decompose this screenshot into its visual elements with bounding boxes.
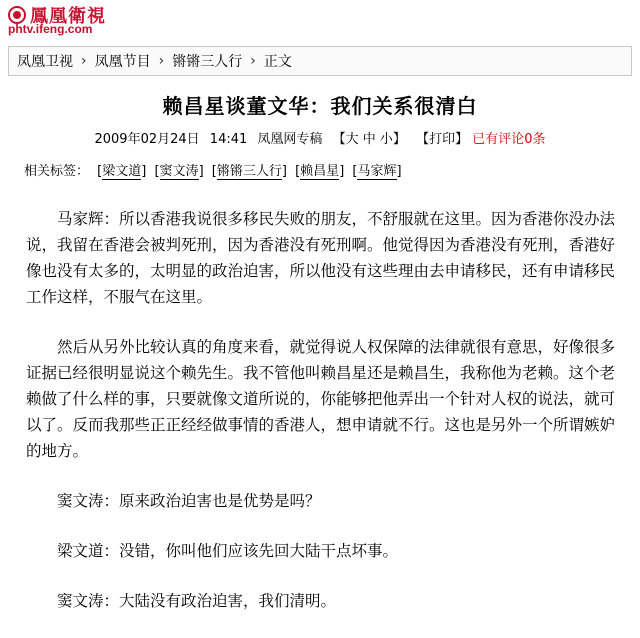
font-size-medium-button[interactable]: 中 [362, 132, 376, 147]
tag-link[interactable]: [马家辉] [352, 164, 402, 179]
article-source: 凤凰网专稿 [257, 132, 323, 147]
article-meta [0, 128, 640, 147]
article-paragraph: 然后从另外比较认真的角度来看，就觉得说人权保障的法律就很有意思，好像很多证据已经很明显说这个赖先生。我不管他叫赖昌星还是赖昌生，我称他为老赖。这个老赖做了什么样的事，只要就像文道所说的，你能够把他弄出一个针对人权的说法，就可以了。反而我那些正正经经做事情的香港人，想申请就不行。这也是另外一个所谓嫉妒的地方。 [26, 338, 616, 460]
breadcrumb-item-phoenix-tv[interactable]: 凤凰卫视 [17, 54, 73, 70]
tag-link[interactable]: [窦文涛] [154, 164, 204, 179]
tag-link[interactable]: [锵锵三人行] [211, 164, 287, 179]
tag-link[interactable]: [赖昌星] [295, 164, 345, 179]
article-paragraph: 马家辉：所以香港我说很多移民失败的朋友，不舒服就在这里。因为香港你没办法说，我留在香港会被判死刑，因为香港没有死刑啊。他觉得因为香港没有死刑，香港好像也没有太多的，太明显的政治迫害，所以他没有这些理由去申请移民，还有申请移民工作这样，不服气在这里。 [26, 210, 616, 306]
font-size-bracket-close: 】 [392, 132, 406, 147]
article-paragraph: 梁文道：没错，你叫他们应该先回大陆干点坏事。 [57, 542, 399, 560]
logo-url[interactable]: phtv.ifeng.com [8, 22, 93, 36]
font-size-large-button[interactable]: 大 [345, 132, 359, 147]
comments-link[interactable]: 已有评论0条 [472, 132, 546, 147]
article-body [26, 206, 618, 638]
breadcrumb-separator: › [81, 53, 87, 69]
site-header [0, 0, 640, 38]
breadcrumb [8, 46, 632, 76]
tag-link[interactable]: [梁文道] [97, 164, 147, 179]
logo-name: 鳳凰衛視 [30, 6, 106, 27]
article-title: 赖昌星谈董文华：我们关系很清白 [162, 94, 478, 118]
publish-time: 14:41 [209, 132, 248, 147]
article-paragraph: 窦文涛：大陆没有政治迫害，我们清明。 [57, 592, 337, 610]
related-tags [24, 160, 402, 179]
breadcrumb-item-programs[interactable]: 凤凰节目 [94, 54, 151, 70]
breadcrumb-item-current: 正文 [263, 54, 292, 70]
print-button[interactable]: 【打印】 [416, 132, 469, 147]
breadcrumb-item-show[interactable]: 锵锵三人行 [172, 54, 243, 70]
tags-label: 相关标签： [24, 164, 90, 179]
breadcrumb-separator: › [250, 53, 256, 69]
font-size-small-button[interactable]: 小 [379, 132, 393, 147]
article-paragraph: 窦文涛：原来政治迫害也是优势是吗？ [57, 492, 321, 510]
breadcrumb-separator: › [158, 53, 165, 69]
font-size-bracket-open: 【 [332, 132, 346, 147]
publish-date: 2009年02月24日 [94, 132, 200, 147]
font-size-controls [333, 132, 406, 147]
